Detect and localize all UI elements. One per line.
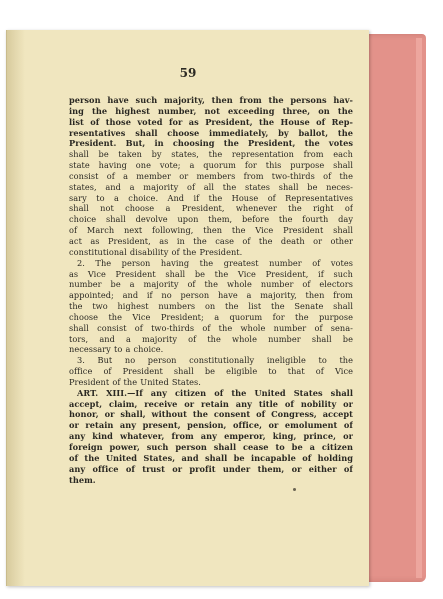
text-line: ART. XIII.—If any citizen of the United States shall [77,387,353,398]
text-line: any office of trust or profit under them, or either of [69,463,353,474]
page-number: 59 [179,66,197,80]
text-line: shall consist of two-thirds of the whole number of sena- [69,322,353,333]
text-line: the two highest numbers on the list the Senate shall [69,301,353,312]
ink-dot [293,488,296,491]
booklet-page [6,30,369,586]
text-line: appointed; and if no person have a majority, then from [69,290,353,301]
text-line: any kind whatever, from any emperor, king, prince, or [69,431,353,442]
text-line: number be a majority of the whole number of electors [69,279,353,290]
text-line: shall be taken by states, the representation from each [69,149,353,160]
text-line: necessary to a choice. [69,344,164,355]
text-line: constitutional disability of the President. [69,246,243,257]
text-line: consist of a member or members from two-thirds of the [69,170,353,181]
text-line: sary to a choice. And if the House of Representatives [69,192,353,203]
text-line: honor, or shall, without the consent of Congress, accept [69,409,353,420]
text-line: of March next following, then the Vice President shall [69,225,353,236]
text-line: them. [69,474,96,485]
text-line: shall not choose a President, whenever the right of [69,203,353,214]
back-cover-edge [416,38,422,578]
text-line: 2. The person having the greatest number of votes [77,257,353,268]
text-line: list of those voted for as President, the House of Rep- [69,116,353,127]
page-text [69,95,353,485]
text-line: resentatives shall choose immediately, by ballot, the [69,127,353,138]
text-line: choose the Vice President; a quorum for the purpose [69,311,353,322]
text-line: or retain any present, pension, office, or emolument of [69,420,353,431]
text-line: of the United States, and shall be incapable of holding [69,452,353,463]
text-line: foreign power, such person shall cease to be a citizen [69,442,353,452]
text-line: 3. But no person constitutionally ineligible to the [77,355,353,366]
text-line: President of the United States. [69,376,201,387]
text-line: act as President, as in the case of the death or other [69,235,353,246]
text-line: person have such majority, then from the persons hav- [69,95,353,105]
text-line: choice shall devolve upon them, before the fourth day [69,214,353,225]
text-line: as Vice President shall be the Vice President, if such [69,268,353,279]
text-line: state having one vote; a quorum for this purpose shall [69,160,353,171]
text-line: tors, and a majority of the whole number shall be [69,333,353,344]
text-line: ing the highest number, not exceeding three, on the [69,105,353,116]
text-line: accept, claim, receive or retain any title of nobility or [69,398,353,409]
text-line: President. But, in choosing the President, the votes [69,138,353,149]
text-line: states, and a majority of all the states shall be neces- [69,181,353,192]
text-line: office of President shall be eligible to that of Vice [69,366,353,377]
